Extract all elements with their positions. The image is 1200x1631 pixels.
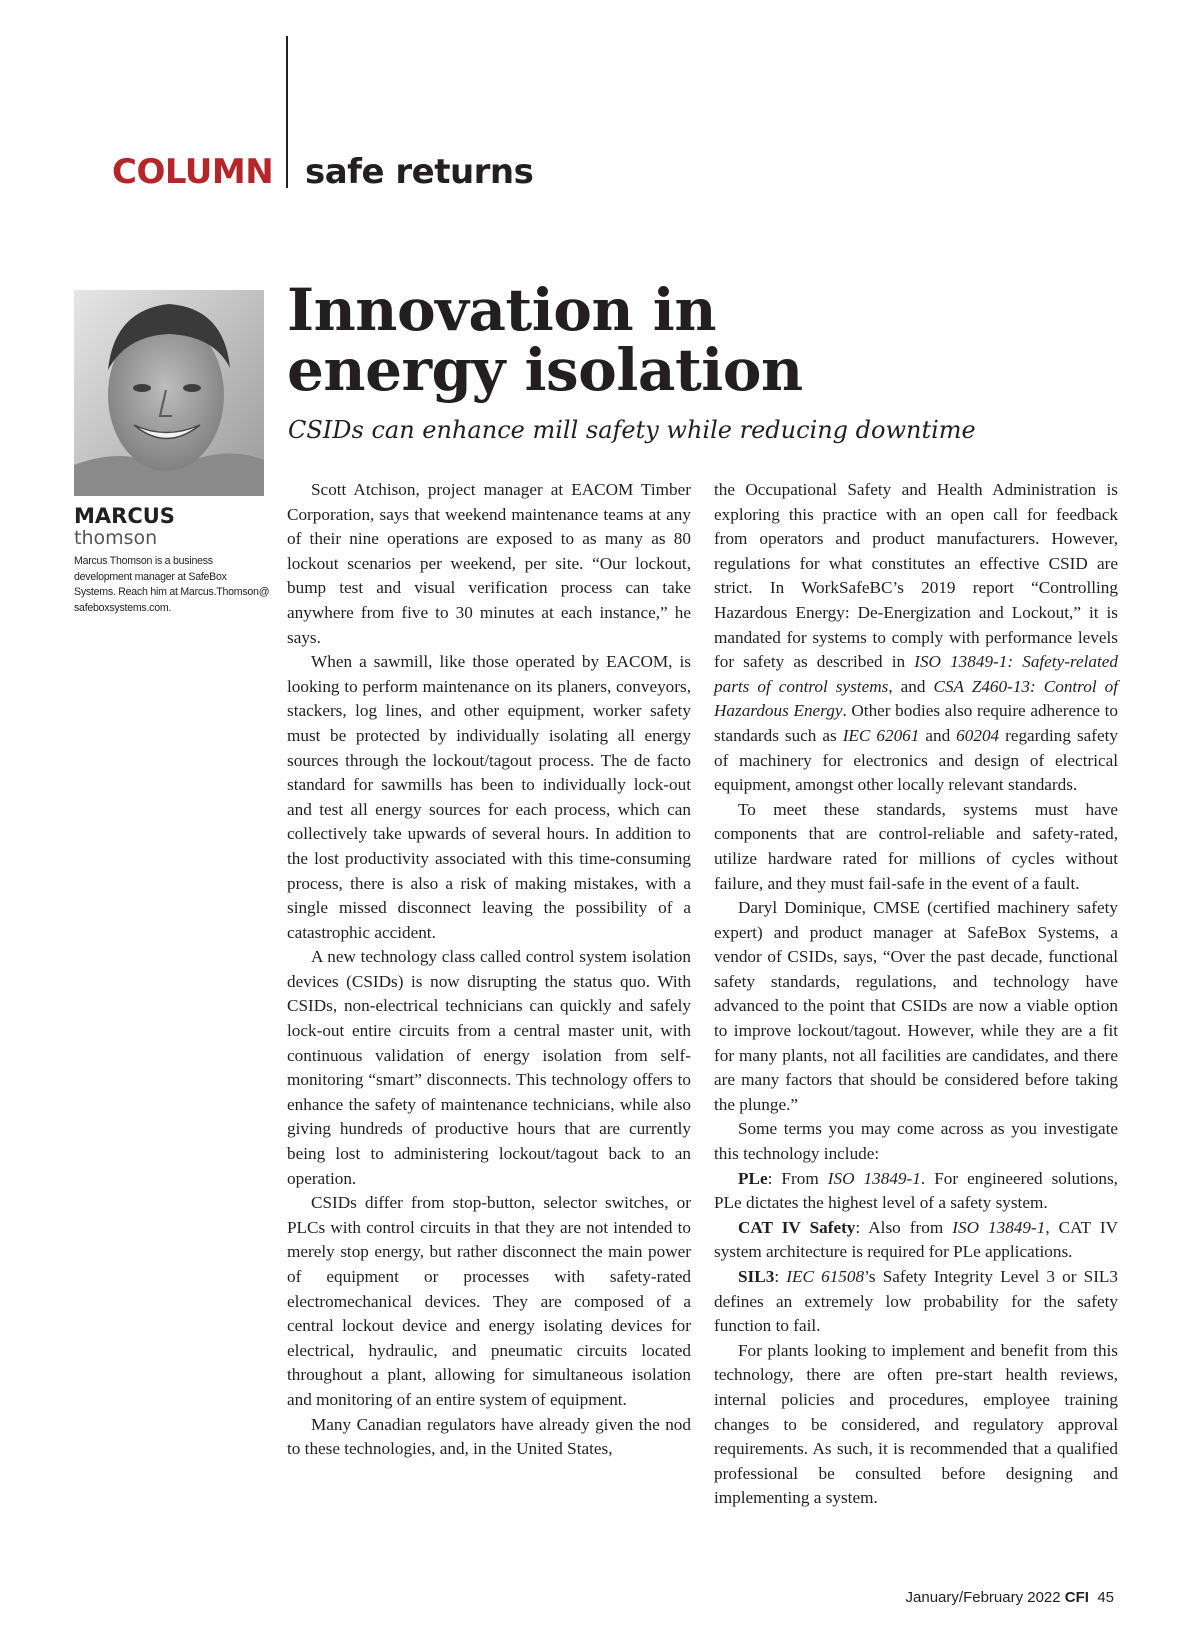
body-paragraph: When a sawmill, like those operated by EACOM, is looking to perform maintenance on its planers, conveyors, stackers, log lines, and other equipment, worker safety must be protected by individually isolating all energy sources through the lockout/tagout process. The de facto standard for sawmills has been to individually lock-out and test all energy sources for each process, which can collectively take upwards of several hours. In addition to the lost productivity associated with this time-consuming process, there is also a risk of making mistakes, with a single missed disconnect leaving the possibility of a catastrophic accident. <box>287 652 691 942</box>
body-paragraph: To meet these standards, systems must have components that are control-reliable and safety-rated, utilize hardware rated for millions of cycles without failure, and they must fail-safe in the event of a fault. <box>714 799 1118 893</box>
issue-date: January/February 2022 <box>905 1589 1061 1606</box>
article-column-1 <box>287 478 691 1462</box>
magazine-name: CFI <box>1064 1589 1089 1606</box>
body-paragraph: Some terms you may come across as you investigate this technology include: <box>714 1119 1118 1164</box>
term-definition: PLe: From ISO 13849-1. For engineered solutions, PLe dictates the highest level of a safety system. <box>714 1168 1118 1213</box>
term-definition: SIL3: IEC 61508’s Safety Integrity Level 3 or SIL3 defines an extremely low probability for the safety function to fail. <box>714 1267 1119 1336</box>
body-paragraph: For plants looking to implement and benefit from this technology, there are often pre-start health reviews, internal policies and procedures, employee training changes to be considered, and regulatory approval requirements. As such, it is recommended that a qualified professional be consulted before designing and implementing a system. <box>714 1340 1118 1508</box>
body-paragraph: Many Canadian regulators have already given the nod to these technologies, and, in the United States, <box>287 1414 691 1459</box>
citation: IEC 62061 <box>842 725 920 745</box>
citation: 60204 <box>956 725 1000 745</box>
term-definition: CAT IV Safety: Also from ISO 13849-1, CAT IV system architecture is required for PLe applications. <box>714 1217 1118 1262</box>
column-name: safe returns <box>305 152 534 192</box>
author-headshot-icon <box>74 290 264 496</box>
deck: CSIDs can enhance mill safety while reducing downtime <box>288 416 976 444</box>
headline-line-1: Innovation in <box>287 276 717 344</box>
body-paragraph: Daryl Dominique, CMSE (certified machinery safety expert) and product manager at SafeBox Systems, a vendor of CSIDs, says, “Over the past decade, functional safety standards, regulations, and technology have advanced to the point that CSIDs are now a viable option to improve lockout/tagout. However, while they are a fit for many plants, not all facilities are candidates, and there are many factors that should be considered before taking the plunge.” <box>714 898 1118 1114</box>
term-label: SIL3 <box>738 1267 775 1286</box>
section-label: COLUMN <box>112 152 274 192</box>
headline-line-2: energy isolation <box>287 336 803 404</box>
author-last-name: thomson <box>74 527 158 549</box>
page-footer <box>906 1589 1114 1606</box>
page-number: 45 <box>1097 1589 1114 1606</box>
citation: ISO 13849-1: Safety-related parts of control systems <box>714 652 1118 696</box>
headline <box>287 276 1147 404</box>
author-bio: Marcus Thomson is a business development manager at SafeBox Systems. Reach him at Marcus.Thomson@ safeboxsystems.com. <box>74 555 270 614</box>
header-divider <box>286 36 288 188</box>
author-first-name: MARCUS <box>74 504 175 528</box>
body-paragraph: Scott Atchison, project manager at EACOM Timber Corporation, says that weekend maintenance teams at any of their nine operations are exposed to as many as 80 lockout scenarios per weekend, per site. “Our lockout, bump test and visual verification process can take anywhere from five to 30 minutes at each instance,” he says. <box>287 480 691 647</box>
body-paragraph: A new technology class called control system isolation devices (CSIDs) is now disrupting the status quo. With CSIDs, non-electrical technicians can quickly and safely lock-out entire circuits from a central master unit, with continuous validation of energy isolation from self-monitoring “smart” disconnects. This technology offers to enhance the safety of maintenance technicians, while also giving hundreds of productive hours that are currently being lost to administering lockout/tagout back to an operation. <box>287 947 691 1188</box>
body-paragraph: CSIDs differ from stop-button, selector switches, or PLCs with control circuits in that they are not intended to merely stop energy, but rather disconnect the main power of equipment or processes with safety-rated electromechanical devices. They are composed of a central lockout device and energy isolating devices for electrical, hydraulic, and pneumatic circuits located throughout a plant, allowing for simultaneous isolation and monitoring of an entire system of equipment. <box>287 1193 691 1409</box>
term-label: CAT IV Safety <box>738 1217 856 1237</box>
article-column-2 <box>714 478 1118 1511</box>
term-label: PLe <box>738 1168 768 1188</box>
citation: CSA Z460-13: Control of Hazardous Energy <box>714 676 1118 721</box>
body-paragraph: the Occupational Safety and Health Administration is exploring this practice with an open call for feedback from operators and product manufacturers. However, regulations for what constitutes an effective CSID are strict. In WorkSafeBC’s 2019 report “Controlling Hazardous Energy: De-Energization and Lockout,” it is mandated for systems to comply with performance levels for safety as described in ISO 13849-1: Safety-related parts of control systems, and CSA Z460-13: Control of Hazardous Energy. Other bodies also require adherence to standards such as IEC 62061 and 60204 regarding safety of machinery for electronics and design of electrical equipment, amongst other locally relevant standards. <box>714 480 1118 795</box>
author-photo <box>74 290 264 496</box>
